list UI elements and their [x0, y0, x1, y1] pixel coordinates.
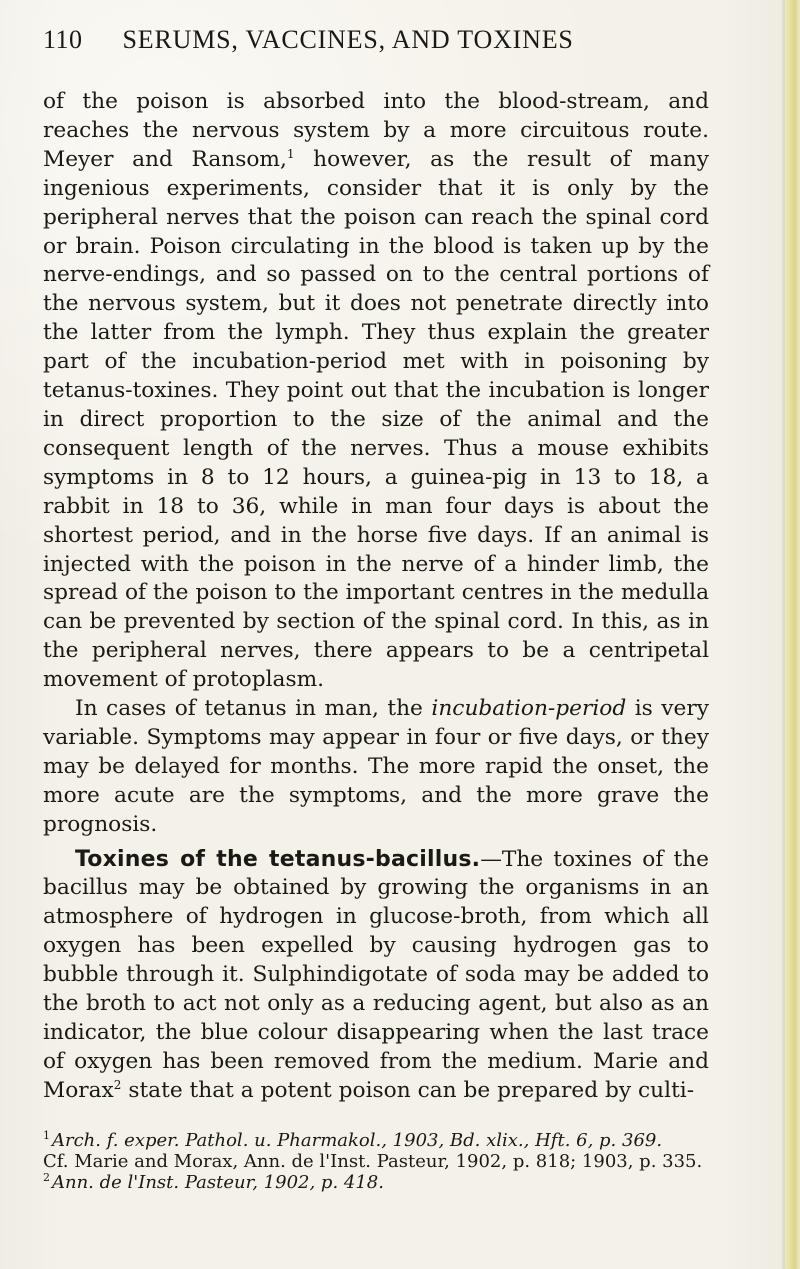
paragraph-2-italic: incubation-period	[431, 696, 627, 722]
paragraph-3	[43, 846, 709, 1106]
footnote-1b-text: Cf. Marie and Morax, Ann. de l'Inst. Pasteur, 1902, p. 818; 1903, p. 335.	[43, 1151, 703, 1172]
paragraph-2	[43, 695, 709, 840]
footnote-ref-2: 2	[113, 1077, 122, 1092]
footnotes	[43, 1130, 713, 1193]
page-number: 110	[43, 25, 83, 54]
paragraph-2-end: is very variable. Symptoms may appear in four or five days, or they may be delayed for months. The more rapid the onset, the more acute are the symptoms, and the more grave the prognosis.	[43, 696, 709, 837]
running-title: SERUMS, VACCINES, AND TOXINES	[122, 25, 574, 54]
paragraph-1-rest: however, as the result of many ingenious experiments, consider that it is only by the peripheral nerves that the poison can reach the spinal cord or brain. Poison circulating in the blood is taken up by the nerve-endings, and so passed on to the central portions of the nervous system, but it does not penetrate directly into the latter from the lymph. They thus explain the greater part of the incubation-period met with in poisoning by tetanus-toxines. They point out that the incubation is longer in direct proportion to the size of the animal and the consequent length of the nerves. Thus a mouse exhibits symptoms in 8 to 12 hours, a guinea-pig in 13 to 18, a rabbit in 18 to 36, while in man four days is about the shortest period, and in the horse five days. If an animal is injected with the poison in the nerve of a hinder limb, the spread of the poison to the important centres in the medulla can be prevented by section of the spinal cord. In this, as in the peripheral nerves, there appears to be a centripetal movement of protoplasm.	[43, 146, 710, 693]
footnote-1-text: Arch. f. exper. Pathol. u. Pharmakol., 1903, Bd. xlix., Hft. 6, p. 369.	[52, 1130, 663, 1151]
paragraph-3-start: —The toxines of the bacillus may be obtained by growing the organisms in an atmosphere of hydrogen in glucose-broth, from which all oxygen has been expelled by causing hydrogen gas to bubble through it. Sulphindigotate of soda may be added to the broth to act not only as a reducing agent, but also as an indicator, the blue colour disappearing when the last trace of oxygen has been removed from the medium. Marie and Morax	[43, 846, 709, 1103]
footnote-2-mark: 2	[43, 1171, 50, 1184]
page-content	[43, 88, 709, 1106]
paragraph-1-text: of the poison is absorbed into the blood-stream, and reaches the nervous system by a more circuitous route. Meyer and Ransom,	[43, 89, 709, 172]
footnote-1	[43, 1130, 713, 1151]
footnote-2-text: Ann. de l'Inst. Pasteur, 1902, p. 418.	[52, 1172, 384, 1193]
footnote-ref-1: 1	[286, 146, 295, 161]
section-heading: Toxines of the tetanus-bacillus.	[75, 846, 481, 872]
page-edge	[782, 0, 800, 1269]
page-header	[43, 27, 701, 67]
footnote-2	[43, 1172, 713, 1193]
paragraph-2-start: In cases of tetanus in man, the	[75, 696, 432, 722]
footnote-1b	[43, 1151, 713, 1172]
paragraph-3-end: state that a potent poison can be prepared by culti-	[121, 1077, 695, 1103]
footnote-1-mark: 1	[43, 1129, 50, 1142]
paragraph-1	[43, 88, 709, 695]
